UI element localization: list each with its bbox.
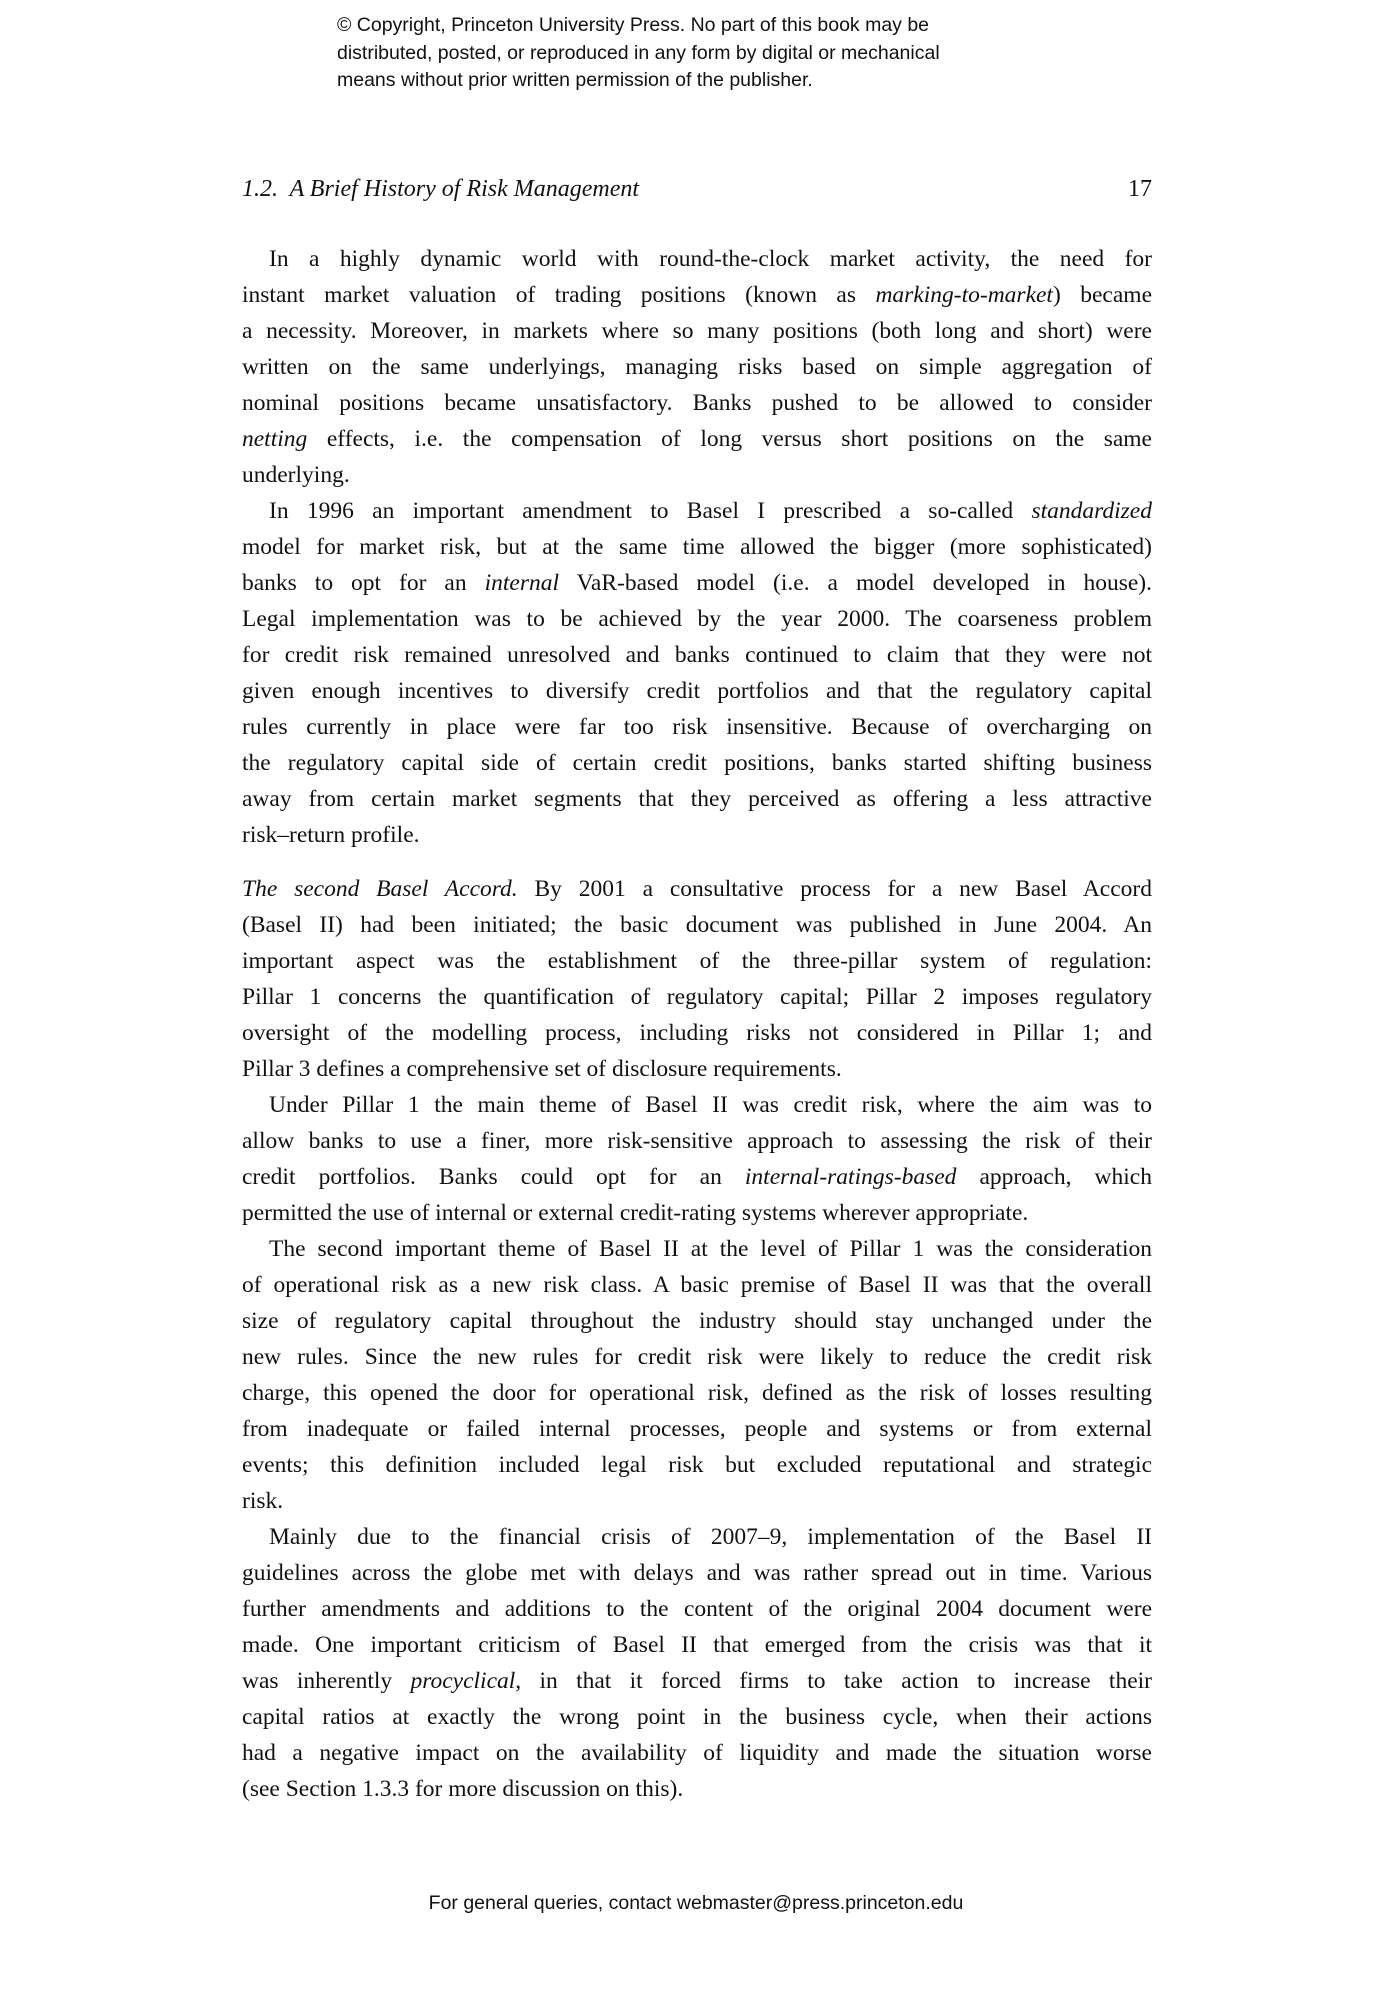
emphasis: internal-ratings-based <box>744 1164 957 1190</box>
text-line: made. One important criticism of Basel II that emerged from the crisis was that it <box>242 1632 1152 1658</box>
text-line: from inadequate or failed internal processes, people and systems or from external <box>242 1416 1152 1442</box>
paragraph <box>242 493 1152 853</box>
text-line: (Basel II) had been initiated; the basic document was published in June 2004. An <box>242 912 1152 938</box>
body-text <box>242 241 1152 1807</box>
text-line: away from certain market segments that they perceived as offering a less attractive <box>242 786 1152 812</box>
text-line: netting effects, i.e. the compensation of long versus short positions on the same <box>242 426 1152 452</box>
running-head <box>242 176 1152 203</box>
text-line: the regulatory capital side of certain credit positions, banks started shifting business <box>242 750 1152 776</box>
emphasis: marking-to-market <box>875 282 1053 308</box>
text-line: written on the same underlyings, managing risks based on simple aggregation of <box>242 354 1152 380</box>
text-line: charge, this opened the door for operational risk, defined as the risk of losses resulting <box>242 1380 1152 1406</box>
page-number: 17 <box>1128 176 1152 202</box>
copyright-line: means without prior written permission of the publisher. <box>337 69 813 91</box>
text-line: of operational risk as a new risk class. A basic premise of Basel II was that the overall <box>242 1272 1152 1298</box>
text-line: risk–return profile. <box>242 822 420 848</box>
emphasis: standardized <box>1031 498 1152 524</box>
text-line: model for market risk, but at the same time allowed the bigger (more sophisticated) <box>242 534 1152 560</box>
text-line: for credit risk remained unresolved and banks continued to claim that they were not <box>242 642 1152 668</box>
text-line: The second Basel Accord. By 2001 a consultative process for a new Basel Accord <box>242 876 1152 902</box>
text-line: banks to opt for an internal VaR-based model (i.e. a model developed in house). <box>242 570 1153 596</box>
paragraph <box>242 1519 1152 1807</box>
text-line: rules currently in place were far too risk insensitive. Because of overcharging on <box>242 714 1152 740</box>
emphasis: netting <box>242 426 308 452</box>
footer <box>0 1892 1400 1915</box>
text-line: allow banks to use a finer, more risk-sensitive approach to assessing the risk of their <box>242 1128 1152 1154</box>
text-line: In a highly dynamic world with round-the-clock market activity, the need for <box>269 246 1152 272</box>
text-line: was inherently procyclical, in that it forced firms to take action to increase their <box>242 1668 1152 1694</box>
text-line: instant market valuation of trading positions (known as marking-to-market) became <box>242 282 1153 308</box>
text-line: underlying. <box>242 462 350 488</box>
text-line: capital ratios at exactly the wrong point in the business cycle, when their actions <box>242 1704 1152 1730</box>
text-line: (see Section 1.3.3 for more discussion on this). <box>242 1776 684 1802</box>
text-line: further amendments and additions to the content of the original 2004 document were <box>242 1596 1152 1622</box>
text-line: In 1996 an important amendment to Basel I prescribed a so-called standardized <box>269 498 1152 524</box>
copyright-notice <box>337 12 940 95</box>
emphasis: The second Basel Accord. <box>242 876 518 902</box>
text-line: given enough incentives to diversify credit portfolios and that the regulatory capital <box>242 678 1152 704</box>
text-line: Pillar 1 concerns the quantification of regulatory capital; Pillar 2 imposes regulatory <box>242 984 1152 1010</box>
copyright-line: distributed, posted, or reproduced in any form by digital or mechanical <box>337 41 940 64</box>
text-line: events; this definition included legal risk but excluded reputational and strategic <box>242 1452 1152 1478</box>
copyright-line: © Copyright, Princeton University Press. No part of this book may be <box>337 14 930 36</box>
text-line: Under Pillar 1 the main theme of Basel II was credit risk, where the aim was to <box>269 1092 1152 1118</box>
footer-contact: For general queries, contact webmaster@press.princeton.edu <box>428 1892 964 1914</box>
text-line: nominal positions became unsatisfactory. Banks pushed to be allowed to consider <box>242 390 1152 416</box>
paragraph <box>242 1087 1152 1231</box>
text-line: oversight of the modelling process, including risks not considered in Pillar 1; and <box>242 1020 1152 1046</box>
emphasis: internal <box>484 570 560 596</box>
text-line: credit portfolios. Banks could opt for an internal-ratings-based approach, which <box>242 1164 1152 1190</box>
text-line: The second important theme of Basel II at the level of Pillar 1 was the consideration <box>269 1236 1152 1262</box>
text-line: permitted the use of internal or external credit-rating systems wherever appropriate. <box>242 1200 1029 1226</box>
text-line: risk. <box>242 1488 284 1514</box>
text-line: new rules. Since the new rules for credit risk were likely to reduce the credit risk <box>242 1344 1152 1370</box>
paragraph <box>242 871 1152 1087</box>
text-line: a necessity. Moreover, in markets where so many positions (both long and short) were <box>242 318 1152 344</box>
section-title: 1.2. A Brief History of Risk Management <box>242 176 640 202</box>
text-line: size of regulatory capital throughout the industry should stay unchanged under the <box>242 1308 1152 1334</box>
text-line: guidelines across the globe met with delays and was rather spread out in time. Various <box>242 1560 1152 1586</box>
emphasis: procyclical <box>410 1668 516 1694</box>
text-line: Pillar 3 defines a comprehensive set of disclosure requirements. <box>242 1056 842 1082</box>
paragraph <box>242 1231 1152 1519</box>
text-line: Legal implementation was to be achieved by the year 2000. The coarseness problem <box>242 606 1152 632</box>
text-line: Mainly due to the financial crisis of 2007–9, implementation of the Basel II <box>269 1524 1152 1550</box>
text-line: had a negative impact on the availability of liquidity and made the situation worse <box>242 1740 1152 1766</box>
paragraph <box>242 241 1152 493</box>
text-line: important aspect was the establishment of the three-pillar system of regulation: <box>242 948 1152 974</box>
